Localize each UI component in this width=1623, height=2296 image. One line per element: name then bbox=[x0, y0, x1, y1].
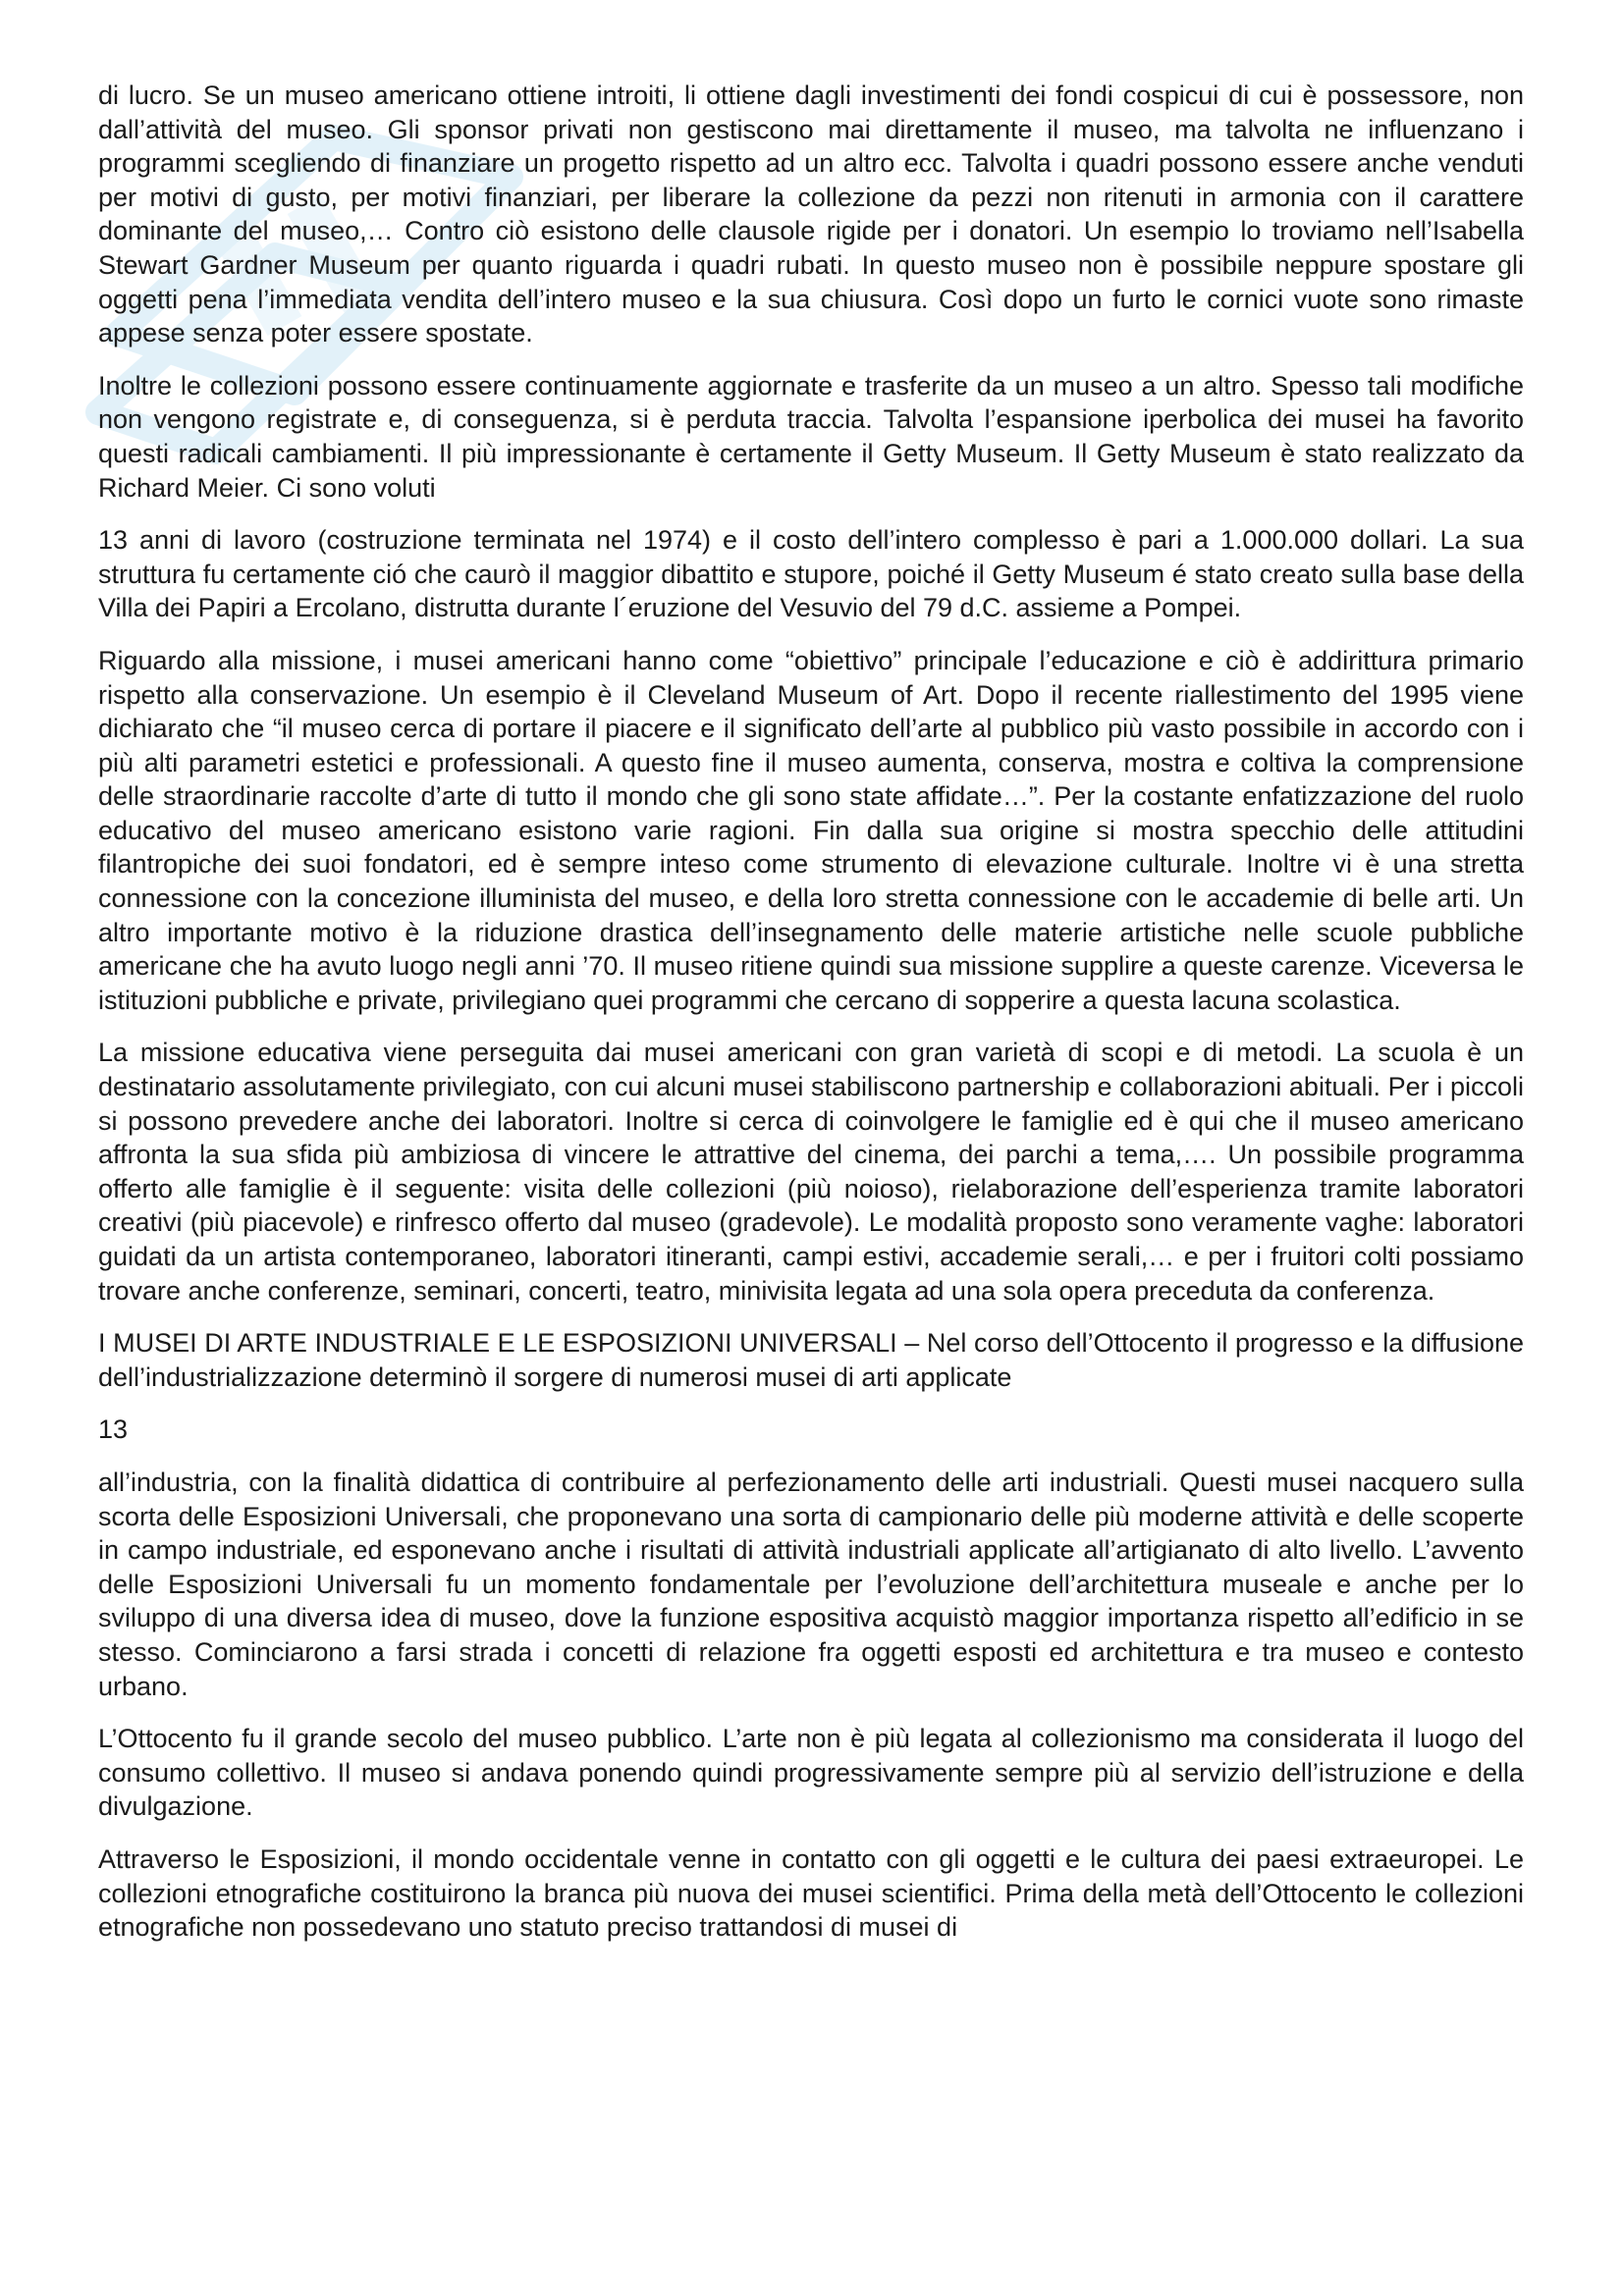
paragraph-industrial-museums-heading: I MUSEI DI ARTE INDUSTRIALE E LE ESPOSIZIONI UNIVERSALI – Nel corso dell’Ottocento il progresso e la diffusione dell’industrializzazione determinò il sorgere di numerosi musei di arti applicate bbox=[98, 1328, 1524, 1392]
page-number: 13 bbox=[98, 1415, 129, 1445]
paragraph-educational-methods: La missione educativa viene perseguita dai musei americani con gran varietà di scopi e di metodi. La scuola è un destinatario assolutamente privilegiato, con cui alcuni musei stabiliscono partnership e collaborazioni abituali. Per i piccoli si possono prevedere anche dei laboratori. Inoltre si cerca di coinvolgere le famiglie ed è qui che il museo americano affronta la sua sfida più ambiziosa di vincere le attrattive del cinema, dei parchi a tema,…. Un possibile programma offerto alle famiglie è il seguente: visita delle collezioni (più noioso), rielaborazione dell’esperienza tramite laboratori creativi (più piacevole) e rinfresco offerto dal museo (gradevole). Le modalità proposto sono veramente vaghe: laboratori guidati da un artista contemporaneo, laboratori itineranti, campi estivi, accademie serali,… e per i fruitori colti possiamo trovare anche conferenze, seminari, concerti, teatro, minivisita legata ad una sola opera preceduta da conferenza. bbox=[98, 1038, 1524, 1306]
paragraph-universal-exhibitions: all’industria, con la finalità didattica di contribuire al perfezionamento delle arti industriali. Questi musei nacquero sulla scorta delle Esposizioni Universali, che proponevano una sorta di campionario delle più moderne attività e delle scoperte in campo industriale, ed esponevano anche i risultati di attività industriali applicate all’artigianato di alto livello. L’avvento delle Esposizioni Universali fu un momento fondamentale per l’evoluzione dell’architettura museale e anche per lo sviluppo di una diversa idea di museo, dove la funzione espositiva acquistò maggior importanza rispetto all’edificio in se stesso. Cominciarono a farsi strada i concetti di relazione fra oggetti esposti ed architettura e tra museo e contesto urbano. bbox=[98, 1467, 1524, 1701]
paragraph-education-mission: Riguardo alla missione, i musei americani hanno come “obiettivo” principale l’educazione e ciò è addirittura primario rispetto alla conservazione. Un esempio è il Cleveland Museum of Art. Dopo il recente riallestimento del 1995 viene dichiarato che “il museo cerca di portare il piacere e il significato dell’arte al pubblico più vasto possibile in accordo con i più alti parametri estetici e professionali. A questo fine il museo aumenta, conserva, mostra e coltiva la comprensione delle straordinarie raccolte d’arte di tutto il mondo che gli sono state affidate…”. Per la costante enfatizzazione del ruolo educativo del museo americano esistono varie ragioni. Fin dalla sua origine si mostra specchio delle attitudini filantropiche dei suoi fondatori, ed è sempre inteso come strumento di elevazione culturale. Inoltre vi è una stretta connessione con la concezione illuminista del museo, e della loro stretta connessione con le accademie di belle arti. Un altro importante motivo è la riduzione drastica dell’insegnamento delle materie artistiche nelle scuole pubbliche americane che ha avuto luogo negli anni ’70. Il museo ritiene quindi sua missione supplire a queste carenze. Viceversa le istituzioni pubbliche e private, privilegiano quei programmi che cercano di sopperire a questa lacuna scolastica. bbox=[98, 645, 1524, 1015]
paragraph-getty-museum: 13 anni di lavoro (costruzione terminata nel 1974) e il costo dell’intero complesso è pari a 1.000.000 dollari. La sua struttura fu certamente ció che caurò il maggior dibattito e stupore, poiché il Getty Museum é stato creato sulla base della Villa dei Papiri a Ercolano, distrutta durante l´eruzione del Vesuvio del 79 d.C. assieme a Pompei. bbox=[98, 525, 1524, 623]
paragraph-public-museum: L’Ottocento fu il grande secolo del museo pubblico. L’arte non è più legata al collezionismo ma considerata il luogo del consumo collettivo. Il museo si andava ponendo quindi progressivamente sempre più al servizio dell’istruzione e della divulgazione. bbox=[98, 1724, 1524, 1822]
document-page bbox=[98, 79, 1524, 1963]
paragraph-ethnographic-collections: Attraverso le Esposizioni, il mondo occidentale venne in contatto con gli oggetti e le cultura dei paesi extraeuropei. Le collezioni etnografiche costituirono la branca più nuova dei musei scientifici. Prima della metà dell’Ottocento le collezioni etnografiche non possedevano uno statuto preciso trattandosi di musei di bbox=[98, 1843, 1524, 1943]
paragraph-museum-revenue: di lucro. Se un museo americano ottiene introiti, li ottiene dagli investimenti dei fondi cospicui di cui è possessore, non dall’attività del museo. Gli sponsor privati non gestiscono mai direttamente il museo, ma talvolta ne influenzano i programmi scegliendo di finanziare un progetto rispetto ad un altro ecc. Talvolta i quadri possono essere anche venduti per motivi di gusto, per motivi finanziari, per liberare la collezione da pezzi non ritenuti in armonia con il carattere dominante del museo,… Contro ciò esistono delle clausole rigide per i donatori. Un esempio lo troviamo nell’Isabella Stewart Gardner Museum per quanto riguarda i quadri rubati. In questo museo non è possibile neppure spostare gli oggetti pena l’immediata vendita dell’intero museo e la sua chiusura. Così dopo un furto le cornici vuote sono rimaste appese senza poter essere spostate. bbox=[98, 80, 1524, 348]
paragraph-collections-transfer: Inoltre le collezioni possono essere continuamente aggiornate e trasferite da un museo a un altro. Spesso tali modifiche non vengono registrate e, di conseguenza, si è perduta traccia. Talvolta l’espansione iperbolica dei musei ha favorito questi radicali cambiamenti. Il più impressionante è certamente il Getty Museum. Il Getty Museum è stato realizzato da Richard Meier. Ci sono voluti bbox=[98, 370, 1524, 503]
